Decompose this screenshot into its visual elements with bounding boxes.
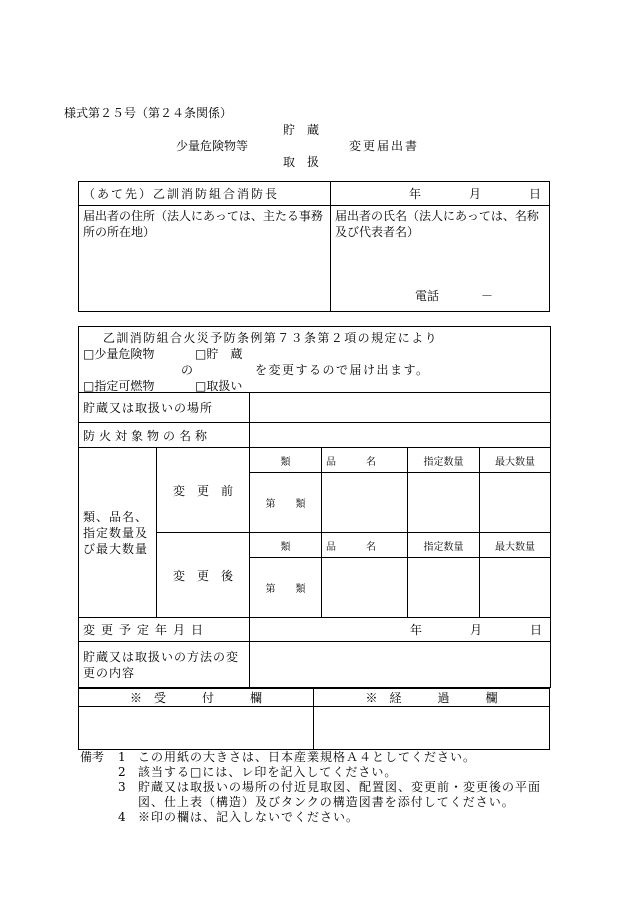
notifier-name-label: 届出者の氏名（法人にあっては、名称及び代表者名）	[335, 209, 539, 239]
method-label: 貯蔵又は取扱いの方法の変更の内容	[79, 642, 250, 688]
title-handling: 取 扱	[283, 155, 320, 169]
before-max-field[interactable]	[480, 473, 551, 533]
header-table	[78, 181, 550, 312]
note-text: この用紙の大きさは、日本産業規格Ａ４としてください。	[138, 750, 477, 764]
notifier-address-label: 届出者の住所（法人にあっては、主たる事務所の所在地）	[83, 209, 323, 239]
category-label: 類、品名、指定数量及び最大数量	[79, 448, 157, 618]
note-num: 1	[118, 750, 126, 764]
method-field[interactable]	[250, 642, 551, 688]
addressee: （あて先）乙訓消防組合消防長	[79, 182, 331, 206]
notes	[80, 750, 548, 825]
statement-no: の	[181, 363, 194, 377]
note-text: 貯蔵又は取扱いの場所の付近見取図、配置図、変更前・変更後の平面図、仕上表（構造）及びタンクの構造図書を添付してください。	[138, 780, 542, 809]
after-label: 変 更 後	[157, 533, 250, 618]
note-num: 3	[118, 780, 126, 794]
after-designated-field[interactable]	[408, 558, 480, 618]
fire-object-field[interactable]	[250, 423, 551, 448]
note-text: 該当する□には、レ印を記入してください。	[138, 765, 398, 779]
notes-label: 備考	[80, 750, 105, 764]
reception-field	[79, 707, 314, 750]
after-max-field[interactable]	[480, 558, 551, 618]
reception-table	[78, 688, 550, 750]
reception-label: ※ 受 付 欄	[79, 689, 314, 707]
col-item-header-2: 品 名	[322, 533, 408, 558]
scheduled-date-label: 変更予定年月日	[79, 618, 250, 642]
col-item-header: 品 名	[322, 448, 408, 473]
check-small-qty[interactable]: □少量危険物	[83, 347, 155, 361]
col-designated-header-2: 指定数量	[408, 533, 480, 558]
form-number: 様式第２５号（第２４条関係）	[64, 106, 233, 120]
progress-field	[314, 707, 550, 750]
note-num: 4	[118, 810, 126, 824]
statement-line2: を変更するので届け出ます。	[255, 363, 430, 377]
before-class-cell[interactable]: 第 類	[250, 473, 322, 533]
check-designated[interactable]: □指定可燃物	[83, 379, 155, 393]
notifier-address-field[interactable]	[79, 206, 331, 312]
title-prefix: 少量危険物等	[176, 139, 249, 153]
col-designated-header: 指定数量	[408, 448, 480, 473]
col-max-header: 最大数量	[480, 448, 551, 473]
statement-cell	[79, 327, 551, 393]
phone-dash: －	[481, 289, 494, 303]
header-date: 年 月 日	[331, 182, 550, 206]
after-class-cell[interactable]: 第 類	[250, 558, 322, 618]
notifier-name-field[interactable]	[331, 206, 550, 312]
col-class-header: 類	[250, 448, 322, 473]
phone-label: 電話	[415, 289, 440, 303]
before-designated-field[interactable]	[408, 473, 480, 533]
note-num: 2	[118, 765, 126, 779]
location-field[interactable]	[250, 393, 551, 423]
col-class-header-2: 類	[250, 533, 322, 558]
statement-line1: 乙訓消防組合火災予防条例第７３条第２項の規定により	[103, 331, 439, 345]
title-storage: 貯 蔵	[283, 123, 320, 137]
col-max-header-2: 最大数量	[480, 533, 551, 558]
note-text: ※印の欄は、記入しないでください。	[138, 810, 360, 824]
fire-object-label: 防火対象物の名称	[79, 423, 250, 448]
before-item-field[interactable]	[322, 473, 408, 533]
before-label: 変 更 前	[157, 448, 250, 533]
location-label: 貯蔵又は取扱いの場所	[79, 393, 250, 423]
after-item-field[interactable]	[322, 558, 408, 618]
title-suffix: 変更届出書	[349, 139, 420, 153]
check-storage[interactable]: □貯 蔵	[195, 347, 243, 361]
check-handling[interactable]: □取扱い	[195, 379, 243, 393]
main-table	[78, 326, 551, 688]
progress-label: ※ 経 過 欄	[314, 689, 550, 707]
scheduled-date-field[interactable]: 年 月 日	[250, 618, 551, 642]
